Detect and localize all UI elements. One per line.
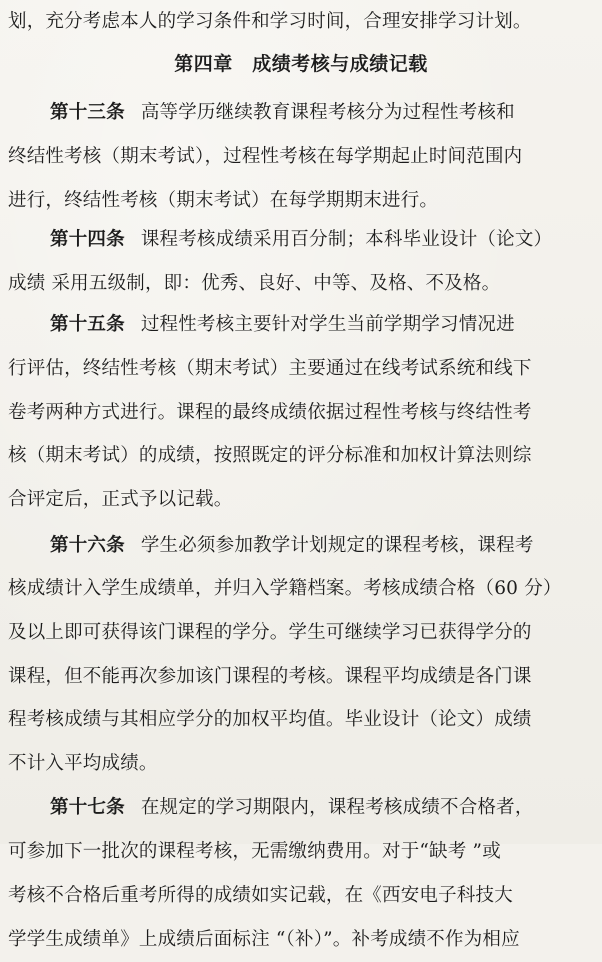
article-17-line-1 xyxy=(0,786,602,830)
article-14-label: 第十四条 xyxy=(50,229,125,250)
article-16-text: 学生必须参加教学计划规定的课程考核，课程考 xyxy=(140,535,534,556)
intro-line: 划，充分考虑本人的学习条件和学习时间，合理安排学习计划。 xyxy=(8,11,532,32)
article-13-text: 高等学历继续教育课程考核分为过程性考核和 xyxy=(140,102,515,123)
article-16-line-1 xyxy=(0,524,602,568)
article-15-line-5: 合评定后，正式予以记载。 xyxy=(8,489,233,510)
article-15-text: 过程性考核主要针对学生当前学期学习情况进 xyxy=(140,314,515,335)
article-16-line-2: 核成绩计入学生成绩单，并归入学籍档案。考核成绩合格（60 分） xyxy=(8,578,562,599)
article-17-line-2: 可参加下一批次的课程考核，无需缴纳费用。对于“缺考 ”或 xyxy=(8,841,501,862)
article-17-label: 第十七条 xyxy=(50,797,125,818)
article-16-line-5: 程考核成绩与其相应学分的加权平均值。毕业设计（论文）成绩 xyxy=(8,709,532,730)
article-15-line-4: 核（期末考试）的成绩，按照既定的评分标准和加权计算法则综 xyxy=(8,445,532,466)
article-17-text: 在规定的学习期限内，课程考核成绩不合格者， xyxy=(140,797,534,818)
article-15-line-1 xyxy=(0,303,602,347)
article-16-line-3: 及以上即可获得该门课程的学分。学生可继续学习已获得学分的 xyxy=(8,622,532,643)
article-16-line-6: 不计入平均成绩。 xyxy=(8,753,158,774)
article-15-label: 第十五条 xyxy=(50,314,125,335)
article-15-line-2: 行评估，终结性考核（期末考试）主要通过在线考试系统和线下 xyxy=(8,358,532,379)
article-13-line-2: 终结性考核（期末考试），过程性考核在每学期起止时间范围内 xyxy=(8,146,523,167)
article-14-text: 课程考核成绩采用百分制；本科毕业设计（论文） xyxy=(140,229,553,250)
article-15-line-3: 卷考两种方式进行。课程的最终成绩依据过程性考核与终结性考 xyxy=(8,402,532,423)
article-13-label: 第十三条 xyxy=(50,102,125,123)
article-14-line-2: 成绩 采用五级制，即：优秀、良好、中等、及格、不及格。 xyxy=(8,273,501,294)
article-16-line-4: 课程，但不能再次参加该门课程的考核。课程平均成绩是各门课 xyxy=(8,666,532,687)
article-14-line-1 xyxy=(0,218,602,262)
article-17-line-4: 学学生成绩单》上成绩后面标注 “（补）”。补考成绩不作为相应 xyxy=(8,929,520,950)
article-13-line-3: 进行，终结性考核（期末考试）在每学期期末进行。 xyxy=(8,190,439,211)
article-16-label: 第十六条 xyxy=(50,535,125,556)
chapter-title: 第四章 成绩考核与成绩记载 xyxy=(174,53,428,75)
article-17-line-3: 考核不合格后重考所得的成绩如实记载，在《西安电子科技大 xyxy=(8,885,513,906)
article-13-line-1 xyxy=(0,91,602,135)
